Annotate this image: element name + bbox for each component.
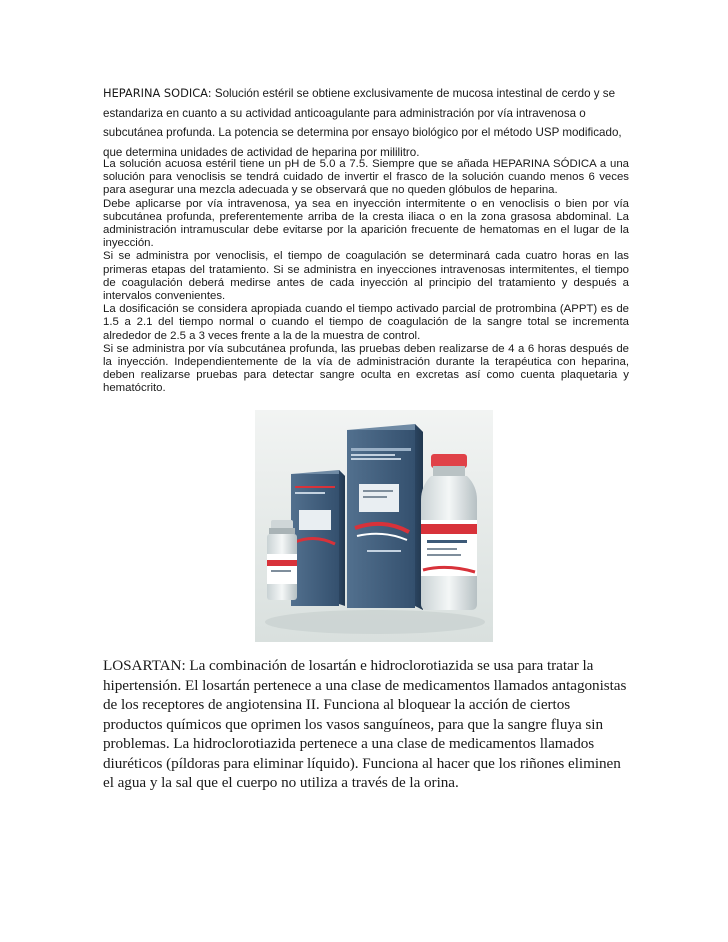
heparina-paragraph-dosificacion: La dosificación se considera apropiada cuando el tiempo activado parcial de protrombina (APPT) es de 1.5 a 2.1 del tiempo normal o cuando el tiempo de coagulación de la sangre total se incrementa alrededor de 2.5 a 3 veces frente a la de la muestra de control.: [103, 303, 629, 342]
heparina-paragraph-ph: La solución acuosa estéril tiene un pH de 5.0 a 7.5. Siempre que se añada HEPARINA SÓDICA a una solución para venoclisis se tendrá cuidado de invertir el frasco de la solución cuando menos 6 veces para asegurar una mezcla adecuada y se observará que no queden glóbulos de heparina.: [103, 158, 629, 197]
heparina-paragraph-venoclisis: Si se administra por venoclisis, el tiempo de coagulación se determinará cada cuatro horas en las primeras etapas del tratamiento. Si se administra en inyecciones intravenosas intermitentes, el tiempo de coagulación deberá medirse antes de cada inyección al principio del tratamiento y después a intervalos convenientes.: [103, 250, 629, 303]
large-box: [347, 424, 423, 610]
heparina-intro-text: Solución estéril se obtiene exclusivamente de mucosa intestinal de cerdo y se estandariza en cuanto a su actividad anticoagulante para administración por vía intravenosa o subcutánea profunda. La potencia se determina por ensayo biológico por el método USP modificado, que determina unidades de actividad de heparina por mililitro.: [103, 87, 622, 159]
heparina-body: [103, 158, 629, 396]
heparina-intro: [103, 84, 629, 162]
small-vial: [267, 520, 297, 600]
heparin-product-photo: [255, 410, 493, 642]
heparina-heading: HEPARINA SODICA:: [103, 86, 212, 100]
losartan-paragraph: LOSARTAN: La combinación de losartán e hidroclorotiazida se usa para tratar la hipertensión. El losartán pertenece a una clase de medicamentos llamados antagonistas de los receptores de angiotensina II. Funciona al bloquear la acción de ciertos productos químicos que oprimen los vasos sanguíneos, para que la sangre fluya sin problemas. La hidroclorotiazida pertenece a una clase de medicamentos llamados diuréticos (píldoras para eliminar líquido). Funciona al hacer que los riñones eliminen el agua y la sal que el cuerpo no utiliza a través de la orina.: [103, 657, 627, 791]
heparina-paragraph-subcutanea: Si se administra por vía subcutánea profunda, las pruebas deben realizarse de 4 a 6 horas después de la inyección. Independientemente de la vía de administración durante la terapéutica con heparina, deben realizarse pruebas para detectar sangre oculta en excretas así como cuenta plaquetaria y hematócrito.: [103, 342, 629, 395]
small-box: [291, 470, 345, 606]
heparina-paragraph-via: Debe aplicarse por vía intravenosa, ya sea en inyección intermitente o en venoclisis o bien por vía subcutánea profunda, preferentemente arriba de la cresta iliaca o en la zona grasosa abdominal. La administración intramuscular debe evitarse por la aparición frecuente de hematomas en el lugar de la inyección.: [103, 197, 629, 250]
